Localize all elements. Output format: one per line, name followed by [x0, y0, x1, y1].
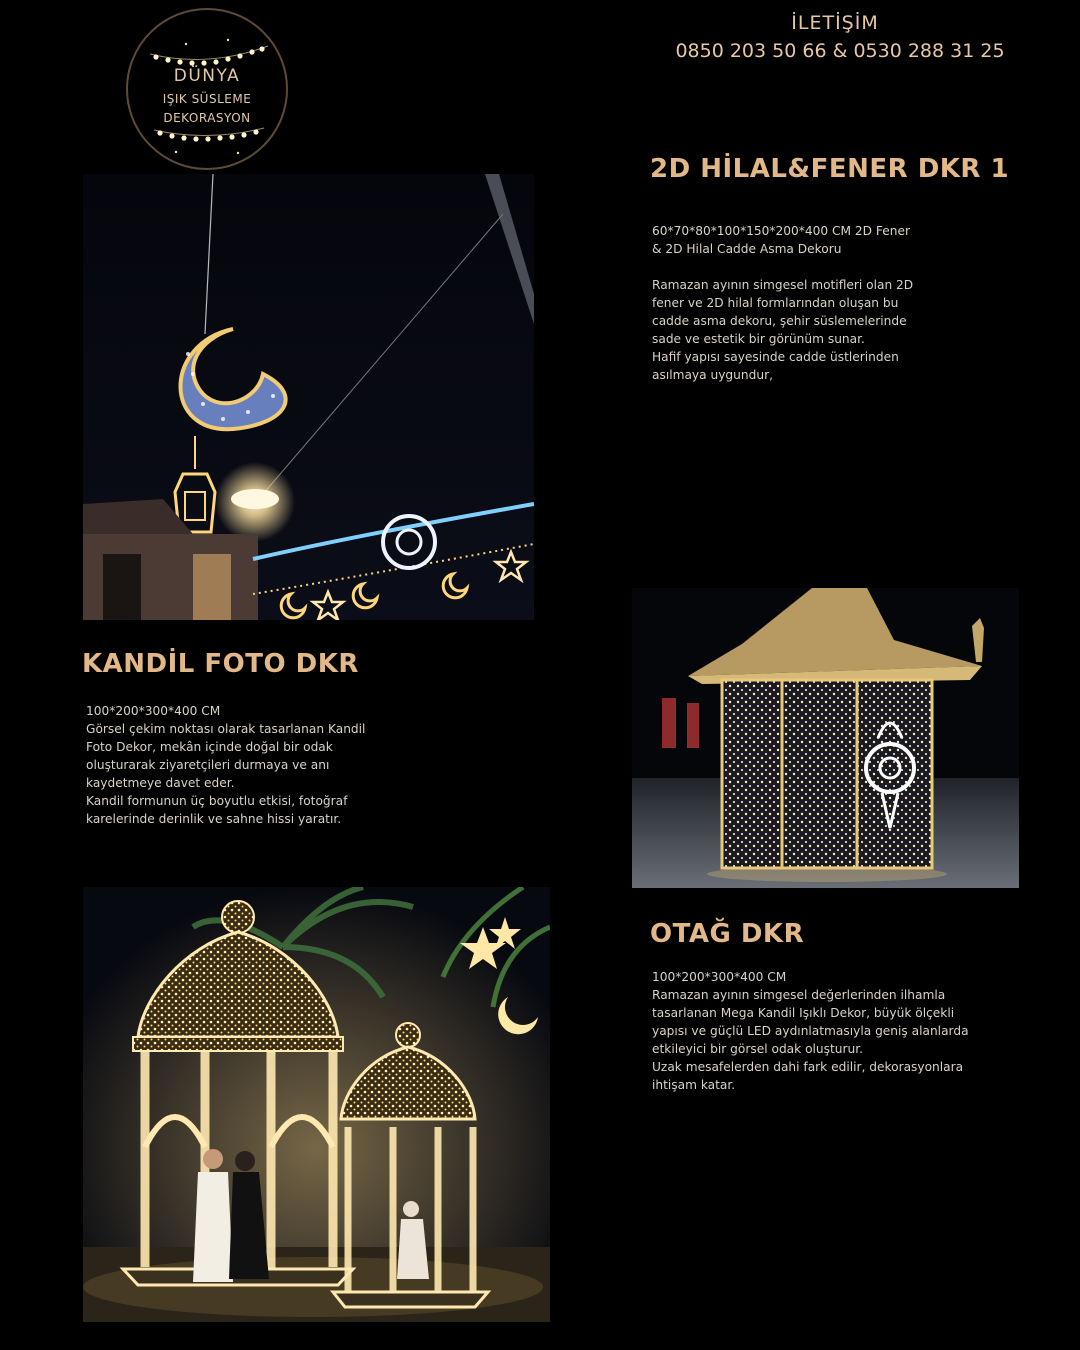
paragraph: Uzak mesafelerden dahi fark edilir, dekorasyonlara ihtişam katar. [652, 1060, 964, 1092]
paragraph: Hafif yapısı sayesinde cadde üstlerinden asılmaya uygundur, [652, 350, 899, 382]
photo-crescent-lantern [83, 174, 534, 620]
paragraph: Ramazan ayının simgesel değerlerinden ilhamla tasarlanan Mega Kandil Işıklı Dekor, büyük ölçekli yapısı ve güçlü LED aydınlatmasıyla geniş alanlarda etkileyici bir görsel odak oluşturur. [652, 988, 969, 1056]
photo-otag-tent [632, 588, 1019, 888]
section-text-otag [652, 968, 992, 1094]
brand-logo [126, 8, 288, 170]
paragraph: Kandil formunun üç boyutlu etkisi, fotoğraf karelerinde derinlik ve sahne hissi yaratır. [86, 794, 348, 826]
contact-title: İLETİŞİM [791, 12, 879, 34]
section-text-kandil-foto [86, 702, 368, 828]
paragraph: 60*70*80*100*150*200*400 CM 2D Fener & 2D Hilal Cadde Asma Dekoru [652, 224, 910, 256]
section-title-otag: OTAĞ DKR [650, 919, 805, 949]
contact-phones[interactable]: 0850 203 50 66 & 0530 288 31 25 [675, 40, 1005, 62]
paragraph: Ramazan ayının simgesel motifleri olan 2D fener ve 2D hilal formlarından oluşan bu cadde asma dekoru, şehir süslemelerinde sade ve estetik bir görünüm sunar. [652, 278, 914, 346]
logo-subtitle-2: DEKORASYON [163, 111, 251, 125]
photo-kandil-dome [83, 887, 550, 1322]
logo-title: DÜNYA [173, 66, 241, 86]
section-title-hilal-fener: 2D HİLAL&FENER DKR 1 [650, 154, 1010, 184]
section-text-hilal-fener [652, 222, 922, 384]
paragraph: Görsel çekim noktası olarak tasarlanan Kandil Foto Dekor, mekân içinde doğal bir odak oluşturarak ziyaretçileri durmaya ve anı kaydetmeye davet eder. [86, 722, 366, 790]
paragraph: 100*200*300*400 CM [652, 970, 787, 984]
section-title-kandil-foto: KANDİL FOTO DKR [82, 649, 359, 679]
paragraph: 100*200*300*400 CM [86, 704, 221, 718]
string-lights-icon [128, 10, 288, 170]
paragraph [652, 258, 922, 276]
logo-subtitle-1: IŞIK SÜSLEME [162, 92, 252, 106]
